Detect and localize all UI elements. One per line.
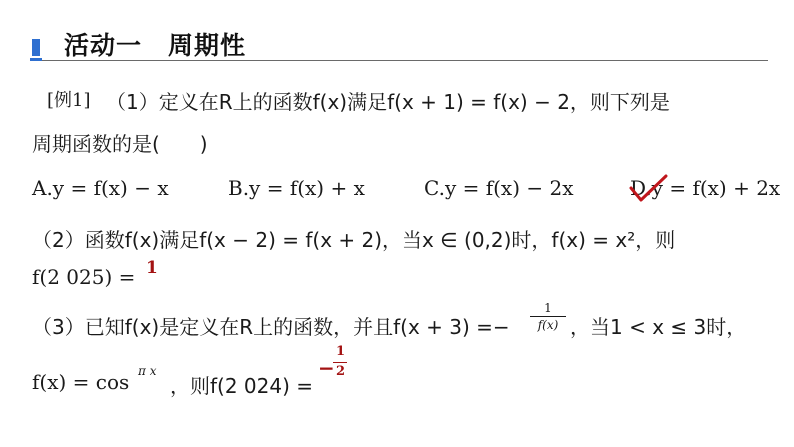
part1-question: （1）定义在R上的函数f(x)满足f(x + 1) = f(x) − 2，则下列是 xyxy=(106,90,670,114)
option-c[interactable]: C.y = f(x) − 2x xyxy=(424,176,574,200)
part3-answer-numerator: 1 xyxy=(336,344,346,359)
part2-question-line2: f(2 025) = xyxy=(32,265,136,289)
part3-answer-denominator: 2 xyxy=(336,364,346,379)
header-divider xyxy=(30,60,768,61)
part3-answer-sign: − xyxy=(318,356,335,380)
option-b[interactable]: B.y = f(x) + x xyxy=(228,176,365,200)
part2-question: （2）函数f(x)满足f(x − 2) = f(x + 2)，当x ∈ (0,2)时，f(x) = x²，则 xyxy=(32,228,676,252)
option-a[interactable]: A.y = f(x) − x xyxy=(32,176,169,200)
header-accent-bar xyxy=(32,39,40,56)
part3-question-tail: ，当1 < x ≤ 3时， xyxy=(570,315,747,339)
page-title: 活动一 周期性 xyxy=(64,31,247,60)
header-divider-accent xyxy=(30,58,42,61)
part2-answer: 1 xyxy=(146,258,158,278)
part3-answer-fraction-bar xyxy=(333,362,347,363)
part3-cos-numerator: π x xyxy=(138,364,157,378)
example-label: [例1] xyxy=(47,90,91,111)
checkmark-icon xyxy=(628,174,668,204)
option-d[interactable]: D.y = f(x) + 2x xyxy=(630,176,781,200)
part3-fraction: 1 f(x) xyxy=(528,301,568,332)
part3-question: （3）已知f(x)是定义在R上的函数，并且f(x + 3) =− xyxy=(32,315,510,339)
part1-question-line2: 周期函数的是( ) xyxy=(32,132,208,156)
part3-question-line2-tail: ，则f(2 024) = xyxy=(170,374,314,398)
part3-question-line2: f(x) = cos xyxy=(32,370,130,394)
